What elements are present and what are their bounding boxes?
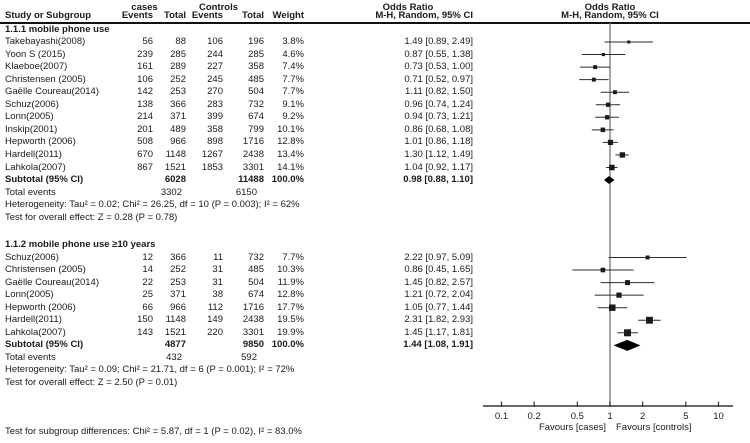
weight-value: 12.8% [277,136,304,148]
weight-value: 14.1% [277,161,304,173]
study-name: Lonn(2005) [5,289,54,301]
cases-events-value: 142 [137,86,153,98]
controls-events-value: 244 [207,48,223,60]
controls-events-value: 358 [207,123,223,135]
cases-total-value: 966 [170,136,186,148]
weight-value: 13.4% [277,148,304,160]
point-estimate-square [620,152,625,157]
cases-total-value: 371 [170,111,186,123]
cases-total-value: 1521 [164,161,186,173]
cases-events-value: 66 [142,301,153,313]
cases-events-value: 14 [142,264,153,276]
cases-events-value: 214 [137,111,153,123]
cases-events-col-header: Events [121,10,153,21]
total-events-cases: 3302 [160,186,182,198]
subtotal-controls-total: 11488 [238,174,264,186]
weight-value: 12.8% [277,289,304,301]
controls-events-value: 112 [207,301,223,313]
or-ci-value: 0.87 [0.55, 1.38] [404,48,473,60]
study-name: Yoon S (2015) [5,48,66,60]
controls-total-value: 3301 [242,326,264,338]
or-ci-value: 0.71 [0.52, 0.97] [404,73,473,85]
study-name: Gaëlle Coureau(2014) [5,86,100,98]
cases-events-value: 150 [137,314,153,326]
weight-value: 17.7% [277,301,304,313]
study-name: Takebayashi(2008) [5,36,86,47]
controls-events-value: 245 [207,73,223,85]
or-ci-value: 1.04 [0.92, 1.17] [404,161,473,173]
controls-events-value: 220 [207,326,223,338]
point-estimate-square [601,128,606,133]
controls-total-value: 674 [248,289,264,301]
controls-total-value: 3301 [242,161,264,173]
point-estimate-square [627,41,630,44]
controls-group-header: Controls [198,2,239,13]
cases-events-value: 106 [137,73,153,85]
controls-total-col-header: Total [242,10,264,21]
point-estimate-square [646,256,650,260]
subtotal-label: Subtotal (95% CI) [5,174,84,186]
cases-events-value: 22 [142,276,153,288]
total-events-label: Total events [5,351,56,363]
weight-value: 10.1% [277,123,304,135]
cases-events-value: 161 [137,61,153,73]
point-estimate-square [608,140,613,145]
cases-events-value: 25 [142,289,153,301]
subtotal-or-ci: 1.44 [1.08, 1.91] [403,339,473,351]
controls-events-value: 1853 [201,161,223,173]
controls-events-value: 227 [207,61,223,73]
or-ci-value: 1.01 [0.86, 1.18] [404,136,473,148]
weight-value: 19.5% [277,314,304,326]
study-name: Inskip(2001) [5,123,58,135]
point-estimate-square [613,90,617,94]
study-name: Lahkola(2007) [5,161,66,173]
x-axis-tick-label: 0.1 [494,411,509,422]
or-ci-value: 0.86 [0.68, 1.08] [404,123,473,135]
weight-value: 3.8% [282,36,304,47]
controls-total-value: 1716 [242,136,264,148]
cases-events-value: 138 [137,98,153,110]
weight-value: 7.4% [282,61,304,73]
controls-total-value: 285 [248,48,264,60]
cases-events-value: 670 [137,148,153,160]
weight-value: 9.2% [282,111,304,123]
controls-events-value: 898 [207,136,223,148]
controls-total-value: 196 [248,36,264,47]
cases-total-col-header: Total [164,10,186,21]
controls-events-value: 38 [212,289,223,301]
point-estimate-square [605,115,609,119]
total-events-controls: 592 [241,351,257,363]
weight-value: 7.7% [282,86,304,98]
controls-events-value: 106 [207,36,223,47]
controls-events-value: 31 [212,276,223,288]
controls-total-value: 504 [248,86,264,98]
cases-total-value: 252 [170,73,186,85]
controls-total-value: 2438 [242,314,264,326]
x-axis-tick-label: 2 [640,411,646,422]
heterogeneity-text: Heterogeneity: Tau² = 0.02; Chi² = 26.25, df = 10 (P = 0.003); I² = 62% [5,199,300,211]
cases-total-value: 88 [175,36,186,47]
subtotal-cases-total: 6028 [164,174,186,186]
controls-events-value: 149 [207,314,223,326]
study-name: Klaeboe(2007) [5,61,68,73]
cases-total-value: 489 [170,123,186,135]
method-col-header-left: M-H, Random, 95% CI [375,10,473,21]
cases-total-value: 252 [170,264,186,276]
x-axis-tick-label: 10 [713,411,724,422]
subtotal-weight: 100.0% [271,339,304,351]
or-ci-value: 0.86 [0.45, 1.65] [404,264,473,276]
odds-ratio-header-left: Odds Ratio [382,2,434,13]
cases-events-value: 239 [137,48,153,60]
controls-total-value: 674 [248,111,264,123]
cases-total-value: 1148 [165,148,186,160]
controls-total-value: 504 [248,276,264,288]
controls-events-value: 11 [213,251,223,263]
controls-total-value: 732 [248,251,264,263]
study-name: Lahkola(2007) [5,326,66,338]
weight-col-header: Weight [272,10,304,21]
cases-total-value: 1521 [164,326,186,338]
point-estimate-square [646,317,653,324]
point-estimate-square [592,78,596,82]
subtotal-diamond [614,340,641,351]
controls-events-col-header: Events [191,10,223,21]
weight-value: 7.7% [282,73,304,85]
subtotal-label: Subtotal (95% CI) [5,339,84,351]
study-name: Hepworth (2006) [5,136,76,148]
weight-value: 4.6% [282,48,304,60]
total-events-cases: 432 [166,351,182,363]
controls-total-value: 1716 [242,301,264,313]
controls-total-value: 2438 [242,148,264,160]
cases-total-value: 253 [170,86,186,98]
study-col-header: Study or Subgroup [5,10,92,21]
controls-total-value: 485 [248,73,264,85]
subgroup-label: 1.1.1 mobile phone use [5,24,110,35]
study-name: Christensen (2005) [5,264,86,276]
cases-total-value: 1148 [165,314,186,326]
point-estimate-square [601,268,606,273]
point-estimate-square [593,65,597,69]
or-ci-value: 0.94 [0.73, 1.21] [404,111,473,123]
cases-events-value: 508 [137,136,153,148]
study-name: Hardell(2011) [5,314,62,326]
x-axis-tick-label: 0.2 [527,411,541,422]
x-axis-tick-label: 0.5 [570,411,584,422]
study-name: Lonn(2005) [5,111,54,123]
study-name: Christensen (2005) [5,73,86,85]
method-col-header-right: M-H, Random, 95% CI [561,10,659,21]
cases-total-value: 285 [170,48,186,60]
cases-total-value: 966 [170,301,186,313]
cases-events-value: 12 [142,251,153,263]
cases-events-value: 867 [137,161,153,173]
favours-left-label: Favours [cases] [538,422,606,433]
point-estimate-square [602,53,605,56]
point-estimate-square [609,165,615,171]
controls-total-value: 799 [248,123,264,135]
subgroup-differences-text: Test for subgroup differences: Chi² = 5.87, df = 1 (P = 0.02), I² = 83.0% [5,426,302,437]
subtotal-cases-total: 4877 [164,339,186,351]
or-ci-value: 0.96 [0.74, 1.24] [404,98,473,110]
total-events-controls: 6150 [235,186,257,198]
cases-total-value: 253 [170,276,186,288]
controls-total-value: 485 [248,264,264,276]
subtotal-or-ci: 0.98 [0.88, 1.10] [403,174,473,186]
point-estimate-square [616,293,621,298]
cases-group-header: cases [131,2,158,13]
cases-total-value: 366 [170,251,186,263]
subtotal-weight: 100.0% [271,174,304,186]
point-estimate-square [609,304,615,310]
controls-events-value: 283 [207,98,223,110]
or-ci-value: 1.21 [0.72, 2.04] [404,289,473,301]
overall-effect-text: Test for overall effect: Z = 2.50 (P = 0.01) [5,377,178,388]
subtotal-diamond [604,176,615,184]
point-estimate-square [625,280,630,285]
or-ci-value: 0.73 [0.53, 1.00] [404,61,473,73]
cases-total-value: 371 [170,289,186,301]
or-ci-value: 1.11 [0.82, 1.50] [405,86,473,98]
x-axis-tick-label: 1 [607,411,613,422]
favours-right-label: Favours [controls] [616,422,692,433]
controls-events-value: 399 [207,111,223,123]
subgroup-label: 1.1.2 mobile phone use ≥10 years [5,238,156,250]
cases-total-value: 366 [170,98,186,110]
weight-value: 9.1% [282,98,304,110]
controls-events-value: 1267 [201,148,223,160]
cases-events-value: 56 [142,36,153,47]
total-events-label: Total events [5,186,56,198]
or-ci-value: 2.31 [1.82, 2.93] [404,314,473,326]
study-name: Hardell(2011) [5,148,62,160]
study-name: Schuz(2006) [5,98,59,110]
controls-events-value: 31 [212,264,223,276]
heterogeneity-text: Heterogeneity: Tau² = 0.09; Chi² = 21.71, df = 6 (P = 0.001); I² = 72% [5,364,295,376]
weight-value: 11.9% [277,276,304,288]
point-estimate-square [606,103,610,107]
or-ci-value: 1.49 [0.89, 2.49] [404,36,473,47]
point-estimate-square [624,329,631,336]
or-ci-value: 1.45 [1.17, 1.81] [404,326,473,338]
subtotal-controls-total: 9850 [242,339,264,351]
x-axis-tick-label: 5 [683,411,689,422]
cases-events-value: 201 [137,123,153,135]
cases-events-value: 143 [137,326,153,338]
or-ci-value: 1.30 [1.12, 1.49] [404,148,473,160]
or-ci-value: 1.45 [0.82, 2.57] [404,276,473,288]
overall-effect-text: Test for overall effect: Z = 0.28 (P = 0.78) [5,211,178,223]
study-name: Schuz(2006) [5,251,59,263]
weight-value: 7.7% [282,251,304,263]
odds-ratio-header-right: Odds Ratio [584,2,636,13]
cases-total-value: 289 [170,61,186,73]
controls-events-value: 270 [207,86,223,98]
controls-total-value: 732 [248,98,264,110]
weight-value: 19.9% [277,326,304,338]
controls-total-value: 358 [248,61,264,73]
study-name: Gaëlle Coureau(2014) [5,276,100,288]
or-ci-value: 1.05 [0.77, 1.44] [404,301,473,313]
or-ci-value: 2.22 [0.97, 5.09] [404,251,473,263]
weight-value: 10.3% [277,264,304,276]
study-name: Hepworth (2006) [5,301,76,313]
